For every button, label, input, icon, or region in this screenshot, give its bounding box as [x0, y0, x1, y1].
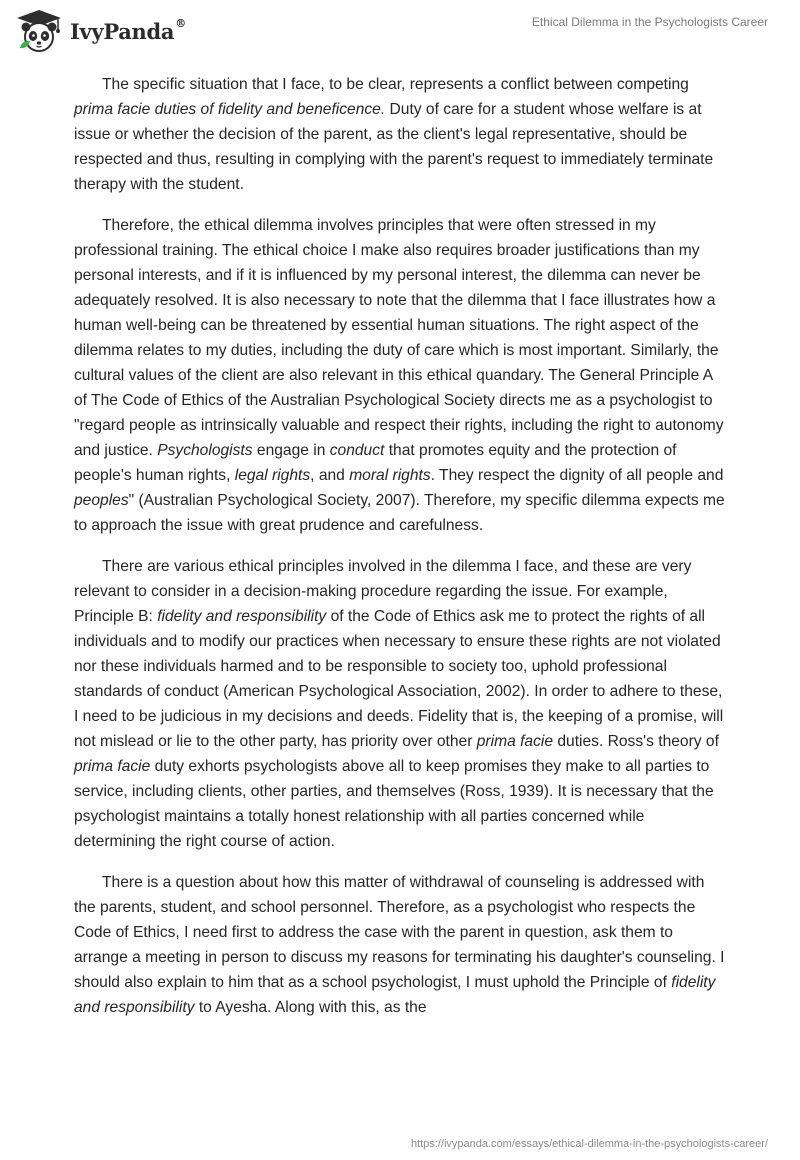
italic-text: prima facie — [476, 733, 554, 750]
text-run: Therefore, the ethical dilemma involves principles that were often stressed in my professional training. The ethical choice I make also requires broader justifications than my personal interests, and if it is influenced by my personal interest, the dilemma can never be adequately resolved. It is also necessary to note that the dilemma that I face illustrates how a human well-being can be threatened by essential human situations. The right aspect of the dilemma relates to my duties, including the duty of care which is most important. Similarly, the cultural values of the client are also relevant in this ethical quandary. The General Principle A of The Code of Ethics of the Australian Psychological Society directs me as a psychologist to "regard people as intrinsically valuable and respect their rights, including the right to autonomy and justice. — [74, 217, 724, 459]
text-run: engage in — [252, 442, 330, 459]
italic-text: Psychologists — [157, 442, 253, 459]
panda-graduate-icon — [14, 8, 64, 54]
text-run: " (Australian Psychological Society, 2007). Therefore, my specific dilemma expects me to approach the issue with great prudence and carefulness. — [74, 492, 725, 534]
essay-body — [74, 72, 728, 1036]
italic-text: legal rights — [234, 467, 311, 484]
text-run: . They respect the dignity of all people and — [430, 467, 724, 484]
registered-mark: ® — [175, 16, 186, 30]
text-run: There are various ethical principles involved in the dilemma I face, and these are very relevant to consider in a decision-making procedure regarding the issue. For example, Principle B: — [74, 558, 692, 625]
text-run: to Ayesha. Along with this, as the — [194, 999, 427, 1016]
paragraph — [74, 870, 728, 1020]
italic-text: fidelity and responsibility — [74, 974, 716, 1016]
document-title: Ethical Dilemma in the Psychologists Career — [531, 15, 768, 29]
italic-text: prima facie — [74, 758, 151, 775]
italic-text: fidelity and responsibility — [157, 608, 327, 625]
brand-logo[interactable] — [14, 8, 186, 54]
text-run: duties. Ross's theory of — [553, 733, 719, 750]
paragraph — [74, 72, 728, 197]
text-run: Duty of care for a student whose welfare is at issue or whether the decision of the parent, as the client's legal representative, should be respected and thus, resulting in complying with the parent's request to immediately terminate therapy with the student. — [74, 101, 714, 193]
paragraph — [74, 213, 728, 538]
text-run: , and — [310, 467, 350, 484]
brand-name: IvyPanda® — [70, 16, 186, 44]
text-run: that promotes equity and the protection of people's human rights, — [74, 442, 677, 484]
text-run: of the Code of Ethics ask me to protect the rights of all individuals and to modify our practices when necessary to ensure these rights are not violated nor these individuals harmed and to be responsible to society too, uphold professional standards of conduct (American Psychological Association, 2002). In order to adhere to these, I need to be judicious in my decisions and deeds. Fidelity that is, the keeping of a promise, will not mislead or lie to the other party, has priority over other — [74, 608, 724, 750]
italic-text: peoples — [74, 492, 129, 509]
page-header — [0, 0, 800, 70]
text-run: There is a question about how this matter of withdrawal of counseling is addressed with the parents, student, and school personnel. Therefore, as a psychologist who respects the Code of Ethics, I need first to address the case with the parent in question, ask them to arrange a meeting in person to discuss my reasons for terminating his daughter's counseling. I should also explain to him that as a school psychologist, I must uphold the Principle of — [74, 874, 725, 991]
italic-text: conduct — [329, 442, 385, 459]
text-run: The specific situation that I face, to be clear, represents a conflict between competing — [102, 76, 689, 93]
italic-text: moral rights — [349, 467, 431, 484]
source-url[interactable]: https://ivypanda.com/essays/ethical-dilemma-in-the-psychologists-career/ — [410, 1138, 768, 1150]
text-run: duty exhorts psychologists above all to keep promises they make to all parties to service, including clients, other parties, and themselves (Ross, 1939). It is necessary that the psychologist maintains a totally honest relationship with all parties concerned while determining the right course of action. — [74, 758, 714, 850]
italic-text: prima facie duties of fidelity and beneficence. — [74, 101, 386, 118]
paragraph — [74, 554, 728, 854]
